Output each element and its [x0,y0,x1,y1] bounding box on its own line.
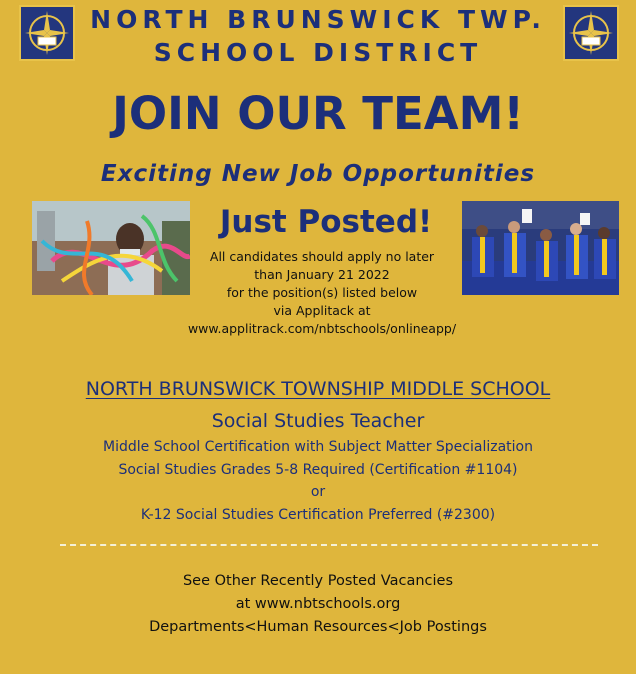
dashed-divider [60,544,598,546]
footer-notice [0,570,636,639]
graduation-photo [462,201,619,295]
requirements [0,436,636,526]
headline: JOIN OUR TEAM! [112,87,524,140]
applitrack-url[interactable]: www.applitrack.com/nbtschools/onlineapp/ [187,321,457,336]
subheadline: Exciting New Job Opportunities [100,161,536,187]
requirement-line: or [310,484,326,500]
footer-path: Departments<Human Resources<Job Postings [149,619,487,635]
position-title: Social Studies Teacher [211,410,425,432]
apply-line: All candidates should apply no later [209,249,435,264]
student-ribbon-photo [32,201,190,295]
district-name-line2: SCHOOL DISTRICT [153,38,483,67]
district-name [0,3,636,69]
district-name-line1: NORTH BRUNSWICK TWP. [90,5,546,34]
just-posted-heading: Just Posted! [219,204,433,240]
requirement-line: Social Studies Grades 5-8 Required (Certification #1104) [118,461,518,478]
footer-line: See Other Recently Posted Vacancies [182,573,454,589]
school-name[interactable] [0,378,636,400]
application-deadline-text [170,248,474,338]
apply-line: than January 21 2022 [254,267,390,282]
footer-website[interactable]: at www.nbtschools.org [235,596,401,612]
requirement-line: Middle School Certification with Subject Matter Specialization [103,439,533,455]
apply-line: for the position(s) listed below [226,285,418,300]
school-name-link[interactable]: NORTH BRUNSWICK TOWNSHIP MIDDLE SCHOOL [85,378,551,400]
requirement-line: K-12 Social Studies Certification Preferred (#2300) [140,506,496,523]
apply-line: via Applitack at [273,303,371,318]
